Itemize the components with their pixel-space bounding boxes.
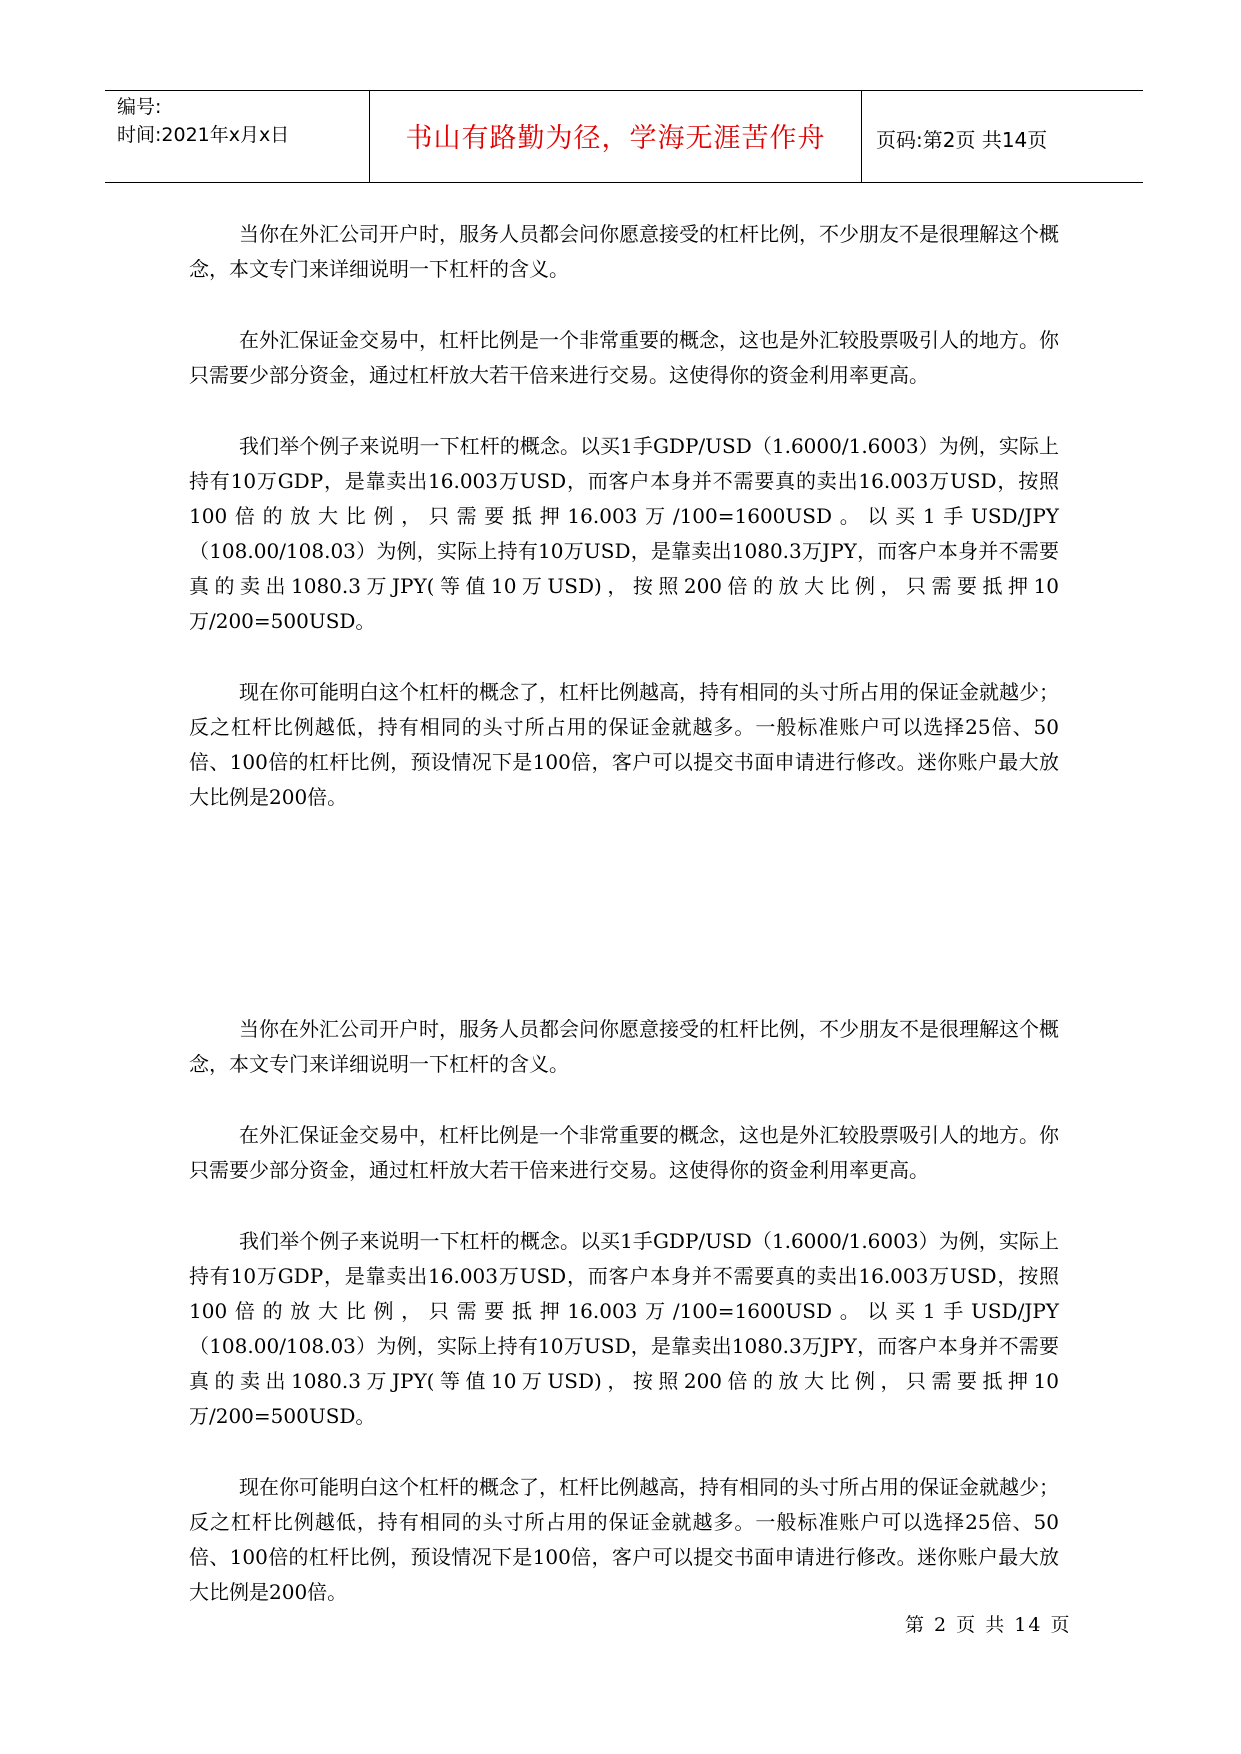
paragraph-conclusion: 现在你可能明白这个杠杆的概念了，杠杆比例越高，持有相同的头寸所占用的保证金就越少；反之杠杆比例越低，持有相同的头寸所占用的保证金就越多。一般标准账户可以选择25倍、50倍、100倍的杠杆比例，预设情况下是100倍，客户可以提交书面申请进行修改。迷你账户最大放大比例是200倍。 [189, 680, 1059, 809]
header-divider-right [861, 90, 862, 182]
header-time-label: 时间:2021年x月x日 [117, 124, 290, 146]
paragraph-conclusion: 现在你可能明白这个杠杆的概念了，杠杆比例越高，持有相同的头寸所占用的保证金就越少；反之杠杆比例越低，持有相同的头寸所占用的保证金就越多。一般标准账户可以选择25倍、50倍、100倍的杠杆比例，预设情况下是100倍，客户可以提交书面申请进行修改。迷你账户最大放大比例是200倍。 [189, 1475, 1059, 1604]
paragraph-example: 我们举个例子来说明一下杠杆的概念。以买1手GDP/USD（1.6000/1.6003）为例，实际上持有10万GDP，是靠卖出16.003万USD，而客户本身并不需要真的卖出16.003万USD，按照100倍的放大比例，只需要抵押16.003万/100=1600USD。以买1手USD/JPY（108.00/108.03）为例，实际上持有10万USD，是靠卖出1080.3万JPY，而客户本身并不需要真的卖出1080.3万JPY(等值10万USD)，按照200倍的放大比例，只需要抵押10万/200=500USD。 [189, 1229, 1059, 1428]
body-section-first [189, 217, 1059, 851]
header-bottom-rule [105, 182, 1143, 183]
body-section-second [189, 1012, 1059, 1646]
paragraph-intro: 当你在外汇公司开户时，服务人员都会问你愿意接受的杠杆比例，不少朋友不是很理解这个概念，本文专门来详细说明一下杠杆的含义。 [189, 1017, 1059, 1076]
header-top-rule [105, 90, 1143, 91]
header-motto: 书山有路勤为径，学海无涯苦作舟 [405, 123, 826, 154]
header-page-label: 页码:第2页 共14页 [876, 128, 1048, 152]
footer-page-number: 第 2 页 共 14 页 [905, 1614, 1072, 1636]
paragraph-example: 我们举个例子来说明一下杠杆的概念。以买1手GDP/USD（1.6000/1.6003）为例，实际上持有10万GDP，是靠卖出16.003万USD，而客户本身并不需要真的卖出16.003万USD，按照100倍的放大比例，只需要抵押16.003万/100=1600USD。以买1手USD/JPY（108.00/108.03）为例，实际上持有10万USD，是靠卖出1080.3万JPY，而客户本身并不需要真的卖出1080.3万JPY(等值10万USD)，按照200倍的放大比例，只需要抵押10万/200=500USD。 [189, 434, 1059, 633]
paragraph-definition: 在外汇保证金交易中，杠杆比例是一个非常重要的概念，这也是外汇较股票吸引人的地方。你只需要少部分资金，通过杠杆放大若干倍来进行交易。这使得你的资金利用率更高。 [189, 328, 1059, 387]
paragraph-intro: 当你在外汇公司开户时，服务人员都会问你愿意接受的杠杆比例，不少朋友不是很理解这个概念，本文专门来详细说明一下杠杆的含义。 [189, 222, 1059, 281]
header-meta [117, 93, 289, 149]
paragraph-definition: 在外汇保证金交易中，杠杆比例是一个非常重要的概念，这也是外汇较股票吸引人的地方。你只需要少部分资金，通过杠杆放大若干倍来进行交易。这使得你的资金利用率更高。 [189, 1123, 1059, 1182]
header-number-label: 编号: [117, 96, 162, 118]
